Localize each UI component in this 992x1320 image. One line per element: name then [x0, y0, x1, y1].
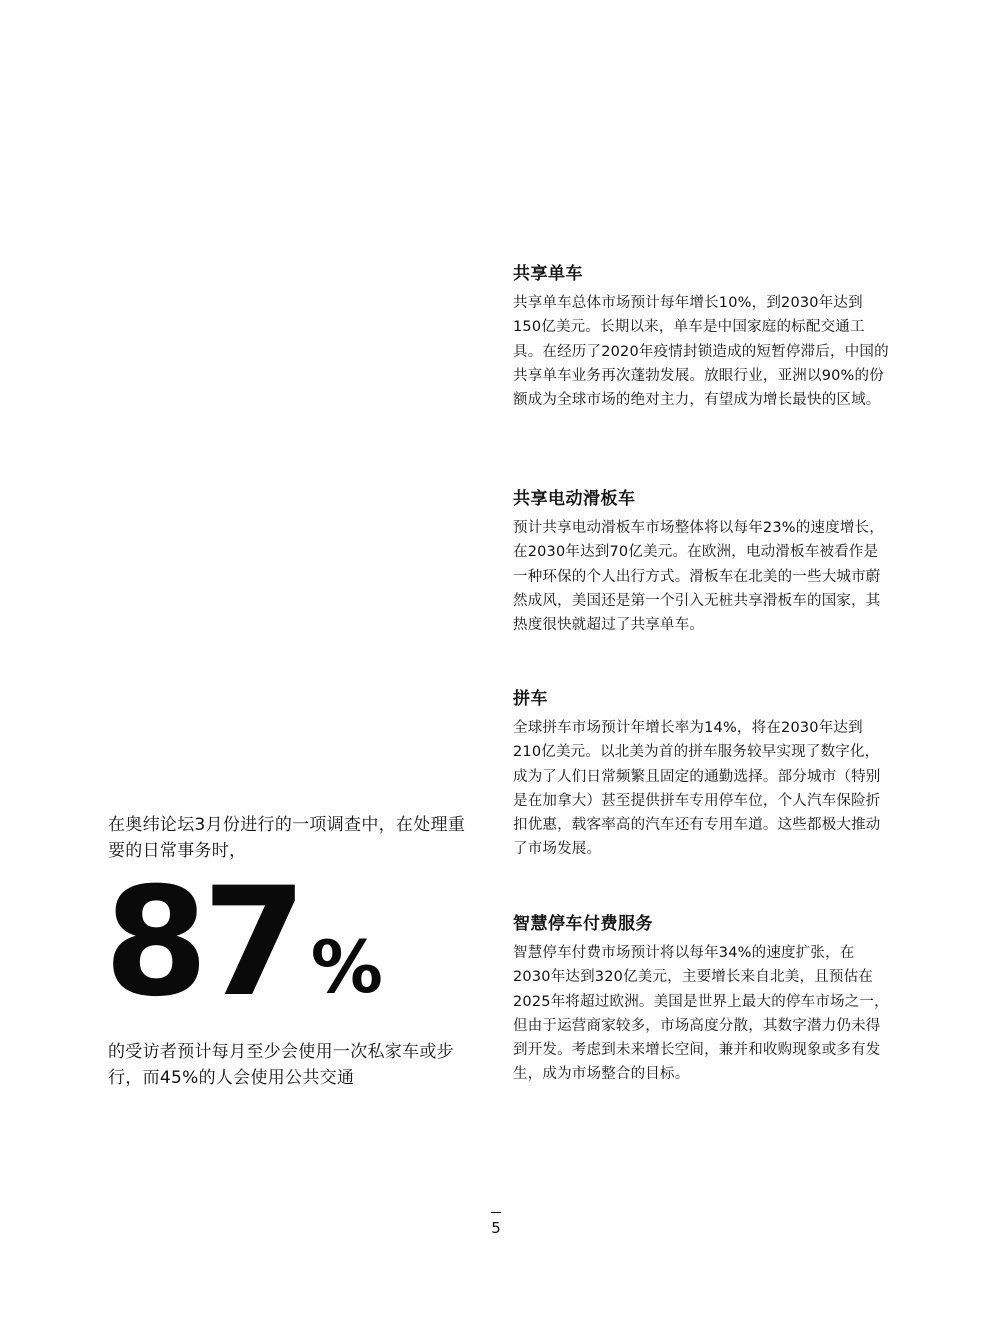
stat-unit: %: [310, 925, 383, 1009]
section-title: 共享电动滑板车: [513, 489, 636, 509]
stat-callout: [104, 856, 383, 1030]
page-number-dash: [491, 1212, 501, 1213]
stat-intro-text: 在奥纬论坛3月份进行的一项调查中，在处理重要的日常事务时，: [108, 815, 466, 861]
section-carpooling: [513, 688, 891, 862]
section-title: 智慧停车付费服务: [513, 914, 653, 934]
page-footer: [476, 1202, 516, 1237]
stat-number: 87: [104, 856, 301, 1030]
section-title: 共享单车: [513, 264, 583, 284]
section-shared-bikes: [513, 263, 891, 412]
section-body: 智慧停车付费市场预计将以每年34%的速度扩张，在2030年达到320亿美元，主要增长来自北美，且预估在2025年将超过欧洲。美国是世界上最大的停车市场之一，但由于运营商家较多，市场高度分散，其数字潜力仍未得到开发。考虑到未来增长空间，兼并和收购现象或多有发生，成为市场整合的目标。: [513, 945, 889, 1083]
page-number: 5: [491, 1219, 501, 1237]
section-body: 共享单车总体市场预计每年增长10%，到2030年达到150亿美元。长期以来，单车是中国家庭的标配交通工具。在经历了2020年疫情封锁造成的短暂停滞后，中国的共享单车业务再次蓬勃发展。放眼行业，亚洲以90%的份额成为全球市场的绝对主力，有望成为增长最快的区域。: [513, 295, 889, 409]
section-title: 拼车: [513, 689, 548, 709]
section-smart-parking: [513, 913, 891, 1087]
stat-outro-text: 的受访者预计每月至少会使用一次私家车或步行，而45%的人会使用公共交通: [108, 1042, 454, 1088]
section-body: 预计共享电动滑板车市场整体将以每年23%的速度增长，在2030年达到70亿美元。在欧洲，电动滑板车被看作是一种环保的个人出行方式。滑板车在北美的一些大城市蔚然成风，美国还是第一个引入无桩共享滑板车的国家，其热度很快就超过了共享单车。: [513, 520, 884, 634]
section-shared-e-scooters: [513, 488, 891, 637]
section-body: 全球拼车市场预计年增长率为14%，将在2030年达到210亿美元。以北美为首的拼车服务较早实现了数字化，成为了人们日常频繁且固定的通勤选择。部分城市（特别是在加拿大）甚至提供拼车专用停车位，个人汽车保险折扣优惠，载客率高的汽车还有专用车道。这些都极大推动了市场发展。: [513, 720, 881, 858]
